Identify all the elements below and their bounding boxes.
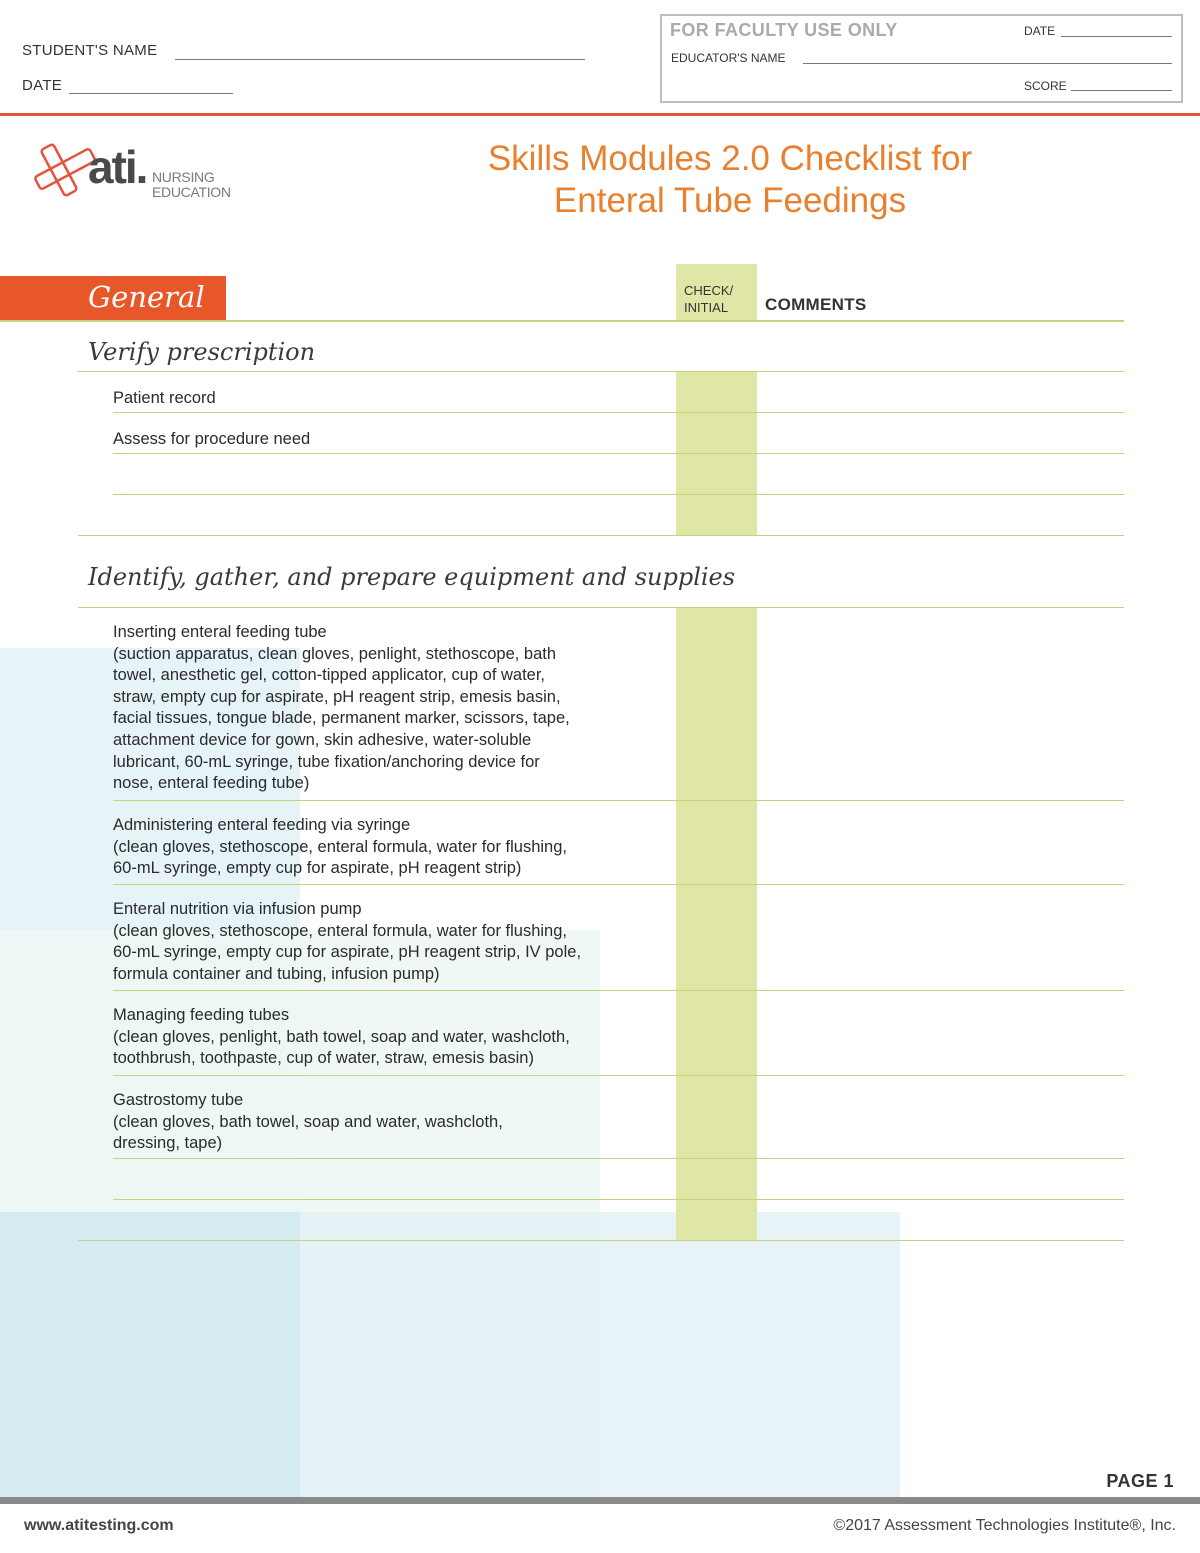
list-item: Enteral nutrition via infusion pump (clean gloves, stethoscope, enteral formula, water for flushing, 60-mL syringe, empty cup for aspirate, pH reagent strip, IV pole, formula container and tubing, infusion pump) xyxy=(113,900,582,983)
row-rule xyxy=(113,412,1124,413)
header-rule xyxy=(0,320,1124,322)
footer-copyright: ©2017 Assessment Technologies Institute®, Inc. xyxy=(833,1517,1176,1534)
title-line-1: Skills Modules 2.0 Checklist for xyxy=(487,139,973,178)
list-item: Administering enteral feeding via syringe (clean gloves, stethoscope, enteral formula, water for flushing, 60-mL syringe, empty cup for aspirate, pH reagent strip) xyxy=(113,816,567,878)
row-rule xyxy=(113,1158,1124,1159)
faculty-date-field[interactable] xyxy=(1061,36,1172,37)
section-rule xyxy=(78,607,1124,608)
row-rule xyxy=(113,453,1124,454)
list-item: Inserting enteral feeding tube (suction apparatus, clean gloves, penlight, stethoscope, bath towel, anesthetic gel, cotton-tipped applicator, cup of water, straw, empty cup for aspirate, pH reagent strip, emesis basin, facial tissues, tongue blade, permanent marker, scissors, tape, attachment device for gown, skin adhesive, water-soluble lubricant, 60-mL syringe, tube fixation/anchoring device for nose, enteral feeding tube) xyxy=(113,623,570,793)
page-number: PAGE 1 xyxy=(1106,1471,1174,1491)
list-item: Gastrostomy tube (clean gloves, bath towel, soap and water, washcloth, dressing, tape) xyxy=(113,1091,503,1153)
faculty-use-box xyxy=(660,14,1183,103)
score-label: SCORE xyxy=(1024,79,1067,93)
student-date-field[interactable] xyxy=(69,93,233,94)
title-line-2: Enteral Tube Feedings xyxy=(553,181,907,220)
list-item: Managing feeding tubes (clean gloves, penlight, bath towel, soap and water, washcloth, toothbrush, toothpaste, cup of water, straw, emesis basin) xyxy=(113,1006,570,1068)
section-end-rule xyxy=(78,1240,1124,1241)
footer-bar xyxy=(0,1497,1200,1504)
section-tab-general xyxy=(0,276,226,322)
check-column[interactable] xyxy=(676,608,757,1240)
logo-ati-text: ati. xyxy=(88,141,147,193)
list-item: Assess for procedure need xyxy=(113,430,311,448)
row-rule xyxy=(113,990,1124,991)
comments-header: COMMENTS xyxy=(765,295,867,314)
educator-name-field[interactable] xyxy=(803,63,1172,64)
section-title-verify-prescription: Verify prescription xyxy=(88,338,316,366)
student-name-label: STUDENT'S NAME xyxy=(22,42,158,59)
check-header-line-1: CHECK/ xyxy=(684,283,734,298)
student-name-field[interactable] xyxy=(175,59,585,60)
section-rule xyxy=(78,371,1124,372)
check-header-line-2: INITIAL xyxy=(684,300,729,315)
score-field[interactable] xyxy=(1071,90,1172,91)
document-title xyxy=(330,138,1130,222)
row-rule xyxy=(113,884,1124,885)
row-rule xyxy=(113,800,1124,801)
logo-education-text: EDUCATION xyxy=(152,184,231,200)
educator-name-label: EDUCATOR'S NAME xyxy=(671,51,786,65)
check-initial-header xyxy=(684,282,733,316)
logo-subtitle xyxy=(152,170,231,200)
footer-website-link[interactable]: www.atitesting.com xyxy=(24,1517,174,1534)
student-date-label: DATE xyxy=(22,77,63,94)
background-block xyxy=(0,1212,300,1498)
header-divider xyxy=(0,113,1200,116)
row-rule xyxy=(113,1075,1124,1076)
ati-logo xyxy=(28,138,258,208)
faculty-date-label: DATE xyxy=(1024,24,1056,38)
list-item: Patient record xyxy=(113,389,216,407)
logo-nursing-text: NURSING xyxy=(152,169,215,185)
section-end-rule xyxy=(78,535,1124,536)
row-rule xyxy=(113,1199,1124,1200)
row-rule xyxy=(113,494,1124,495)
section-title-equipment: Identify, gather, and prepare equipment and supplies xyxy=(88,563,736,591)
faculty-title: FOR FACULTY USE ONLY xyxy=(670,20,898,40)
section-tab-label: General xyxy=(88,280,205,314)
